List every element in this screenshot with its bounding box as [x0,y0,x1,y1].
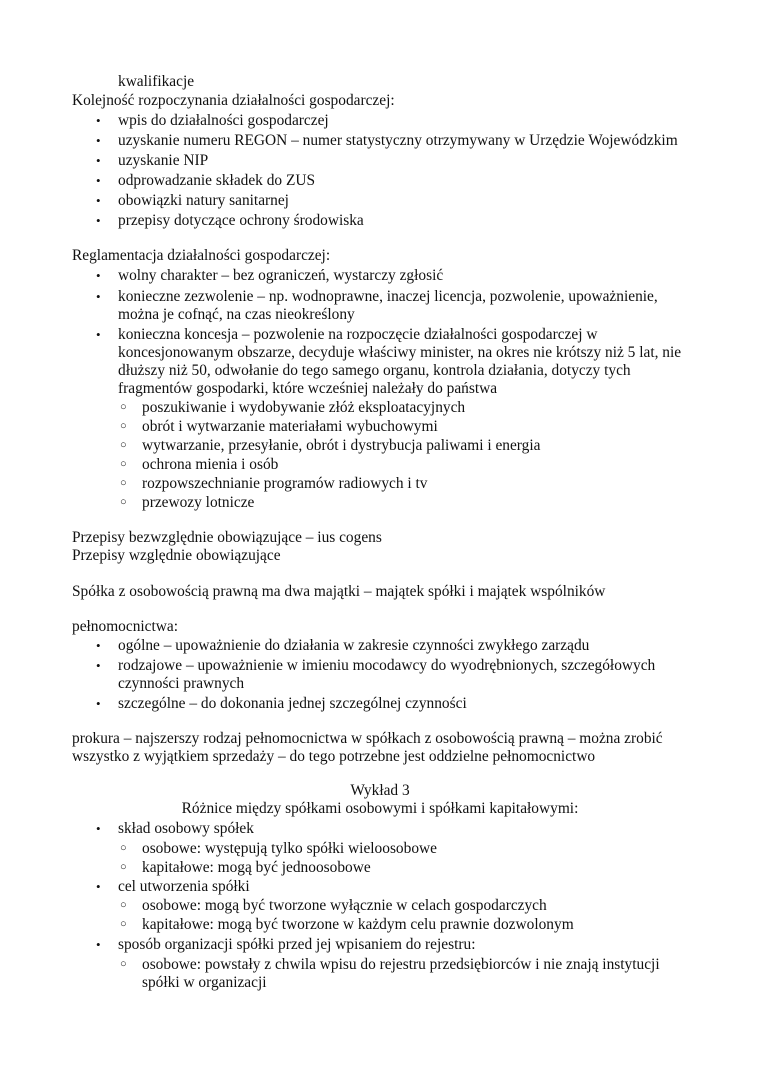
bullet-icon: • [96,696,101,711]
list-item-line: czynności prawnych [118,675,245,692]
bullet-icon: • [96,173,101,188]
paragraph-line: prokura – najszerszy rodzaj pełnomocnictwa w spółkach z osobowością prawną – można zrobić [72,730,663,747]
list-item: uzyskanie numeru REGON – numer statystyczny otrzymywany w Urzędzie Wojewódzkim [118,132,678,149]
sub-list-item: przewozy lotnicze [142,494,255,511]
sub-list-item: osobowe: mogą być tworzone wyłącznie w celach gospodarczych [142,897,547,914]
section-heading: Kolejność rozpoczynania działalności gospodarczej: [72,92,395,109]
list-item: wpis do działalności gospodarczej [118,112,329,129]
sub-list-item: kapitałowe: mogą być tworzone w każdym celu prawnie dozwolonym [142,916,574,933]
sub-list-item: poszukiwanie i wydobywanie złóż eksploatacyjnych [142,399,466,416]
continuation-text: kwalifikacje [118,73,195,90]
sub-list-item: rozpowszechnianie programów radiowych i tv [142,475,428,492]
list-item: szczególne – do dokonania jednej szczególnej czynności [118,695,467,712]
list-item-line: konieczne zezwolenie – np. wodnoprawne, inaczej licencja, pozwolenie, upoważnienie, [118,288,658,305]
list-item-line: można je cofnąć, na czas nieokreślony [118,306,355,323]
sub-list-item: ochrona mienia i osób [142,456,279,473]
sub-bullet-icon: ○ [120,477,127,489]
lecture-title: Wykład 3 [350,782,410,799]
bullet-icon: • [96,638,101,653]
list-item: przepisy dotyczące ochrony środowiska [118,212,364,229]
sub-bullet-icon: ○ [120,458,127,470]
list-item: obowiązki natury sanitarnej [118,192,289,209]
bullet-icon: • [96,213,101,228]
bullet-icon: • [96,289,101,304]
list-item-line: rodzajowe – upoważnienie w imieniu mocodawcy do wyodrębnionych, szczegółowych [118,657,656,674]
sub-bullet-icon: ○ [120,439,127,451]
list-item: ogólne – upoważnienie do działania w zakresie czynności zwykłego zarządu [118,637,590,654]
list-item-line: koncesjonowanym obszarze, decyduje właściwy minister, na okres nie krótszy niż 5 lat, nie [118,344,682,361]
paragraph: Przepisy bezwzględnie obowiązujące – ius cogens [72,529,382,546]
sub-list-item: osobowe: występują tylko spółki wieloosobowe [142,840,437,857]
lecture-subtitle: Różnice między spółkami osobowymi i spółkami kapitałowymi: [181,800,579,817]
sub-bullet-icon: ○ [120,958,127,970]
sub-bullet-icon: ○ [120,401,127,413]
paragraph: Przepisy względnie obowiązujące [72,547,281,564]
bullet-icon: • [96,153,101,168]
sub-bullet-icon: ○ [120,899,127,911]
bullet-icon: • [96,113,101,128]
bullet-icon: • [96,937,101,952]
bullet-icon: • [96,658,101,673]
sub-list-item-line: spółki w organizacji [142,974,267,991]
section-heading: pełnomocnictwa: [72,618,178,635]
sub-bullet-icon: ○ [120,420,127,432]
sub-list-item: wytwarzanie, przesyłanie, obrót i dystrybucja paliwami i energia [142,437,541,454]
list-item: skład osobowy spółek [118,820,254,837]
sub-list-item: obrót i wytwarzanie materiałami wybuchowymi [142,418,438,435]
list-item: uzyskanie NIP [118,152,209,169]
paragraph-line: wszystko z wyjątkiem sprzedaży – do tego potrzebne jest oddzielne pełnomocnictwo [72,748,596,765]
list-item-line: dłuższy niż 50, odwołanie do tego samego organu, kontrola działania, dotyczy tych [118,362,631,379]
sub-bullet-icon: ○ [120,861,127,873]
list-item: wolny charakter – bez ograniczeń, wystarczy zgłosić [118,267,444,284]
list-item-line: fragmentów gospodarki, które wcześniej należały do państwa [118,380,498,397]
sub-bullet-icon: ○ [120,842,127,854]
bullet-icon: • [96,268,101,283]
bullet-icon: • [96,821,101,836]
sub-list-item-line: osobowe: powstały z chwila wpisu do rejestru przedsiębiorców i nie znają instytucji [142,956,660,973]
bullet-icon: • [96,879,101,894]
list-item: cel utworzenia spółki [118,878,250,895]
list-item: sposób organizacji spółki przed jej wpisaniem do rejestru: [118,936,476,953]
paragraph: Spółka z osobowością prawną ma dwa majątki – majątek spółki i majątek wspólników [72,583,606,600]
section-heading: Reglamentacja działalności gospodarczej: [72,247,331,264]
bullet-icon: • [96,133,101,148]
list-item: odprowadzanie składek do ZUS [118,172,316,189]
sub-bullet-icon: ○ [120,496,127,508]
sub-list-item: kapitałowe: mogą być jednoosobowe [142,859,371,876]
sub-bullet-icon: ○ [120,918,127,930]
list-item-line: konieczna koncesja – pozwolenie na rozpoczęcie działalności gospodarczej w [118,326,598,343]
bullet-icon: • [96,327,101,342]
bullet-icon: • [96,193,101,208]
